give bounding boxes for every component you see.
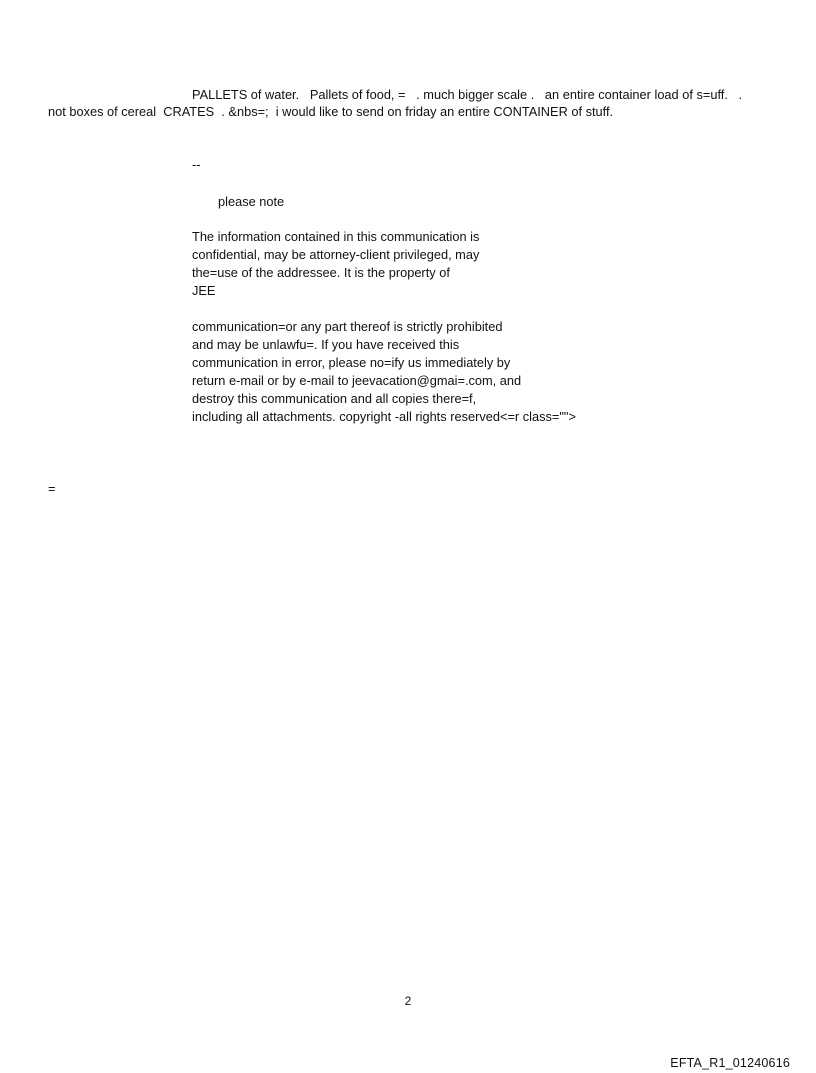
please-note-heading: please note	[218, 194, 285, 209]
disclaimer-communication-block	[192, 318, 576, 426]
disclaimer-line: communication in error, please no=ify us immediately by	[192, 355, 511, 370]
page-number: 2	[404, 994, 412, 1008]
trailing-equals: =	[48, 481, 56, 496]
disclaimer-line: including all attachments. copyright -all rights reserved<=r class="">	[192, 409, 576, 424]
disclaimer-line: the=use of the addressee. It is the property of	[192, 265, 450, 280]
disclaimer-line: return e-mail or by e-mail to jeevacation@gmai=.com, and	[192, 373, 522, 388]
disclaimer-info-block	[192, 228, 479, 300]
disclaimer-line: communication=or any part thereof is strictly prohibited	[192, 319, 503, 334]
body-line-2: not boxes of cereal CRATES . &nbs=; i would like to send on friday an entire CONTAINER of stuff.	[48, 104, 614, 119]
disclaimer-line: JEE	[192, 283, 216, 298]
disclaimer-line: and may be unlawfu=. If you have received this	[192, 337, 460, 352]
signature-separator: --	[192, 157, 201, 172]
disclaimer-line: The information contained in this communication is	[192, 229, 480, 244]
disclaimer-line: confidential, may be attorney-client privileged, may	[192, 247, 480, 262]
document-id-footer: EFTA_R1_01240616	[670, 1056, 790, 1070]
disclaimer-line: destroy this communication and all copies there=f,	[192, 391, 477, 406]
body-line-1: PALLETS of water. Pallets of food, = . much bigger scale . an entire container load of s=uff. .	[192, 87, 743, 102]
